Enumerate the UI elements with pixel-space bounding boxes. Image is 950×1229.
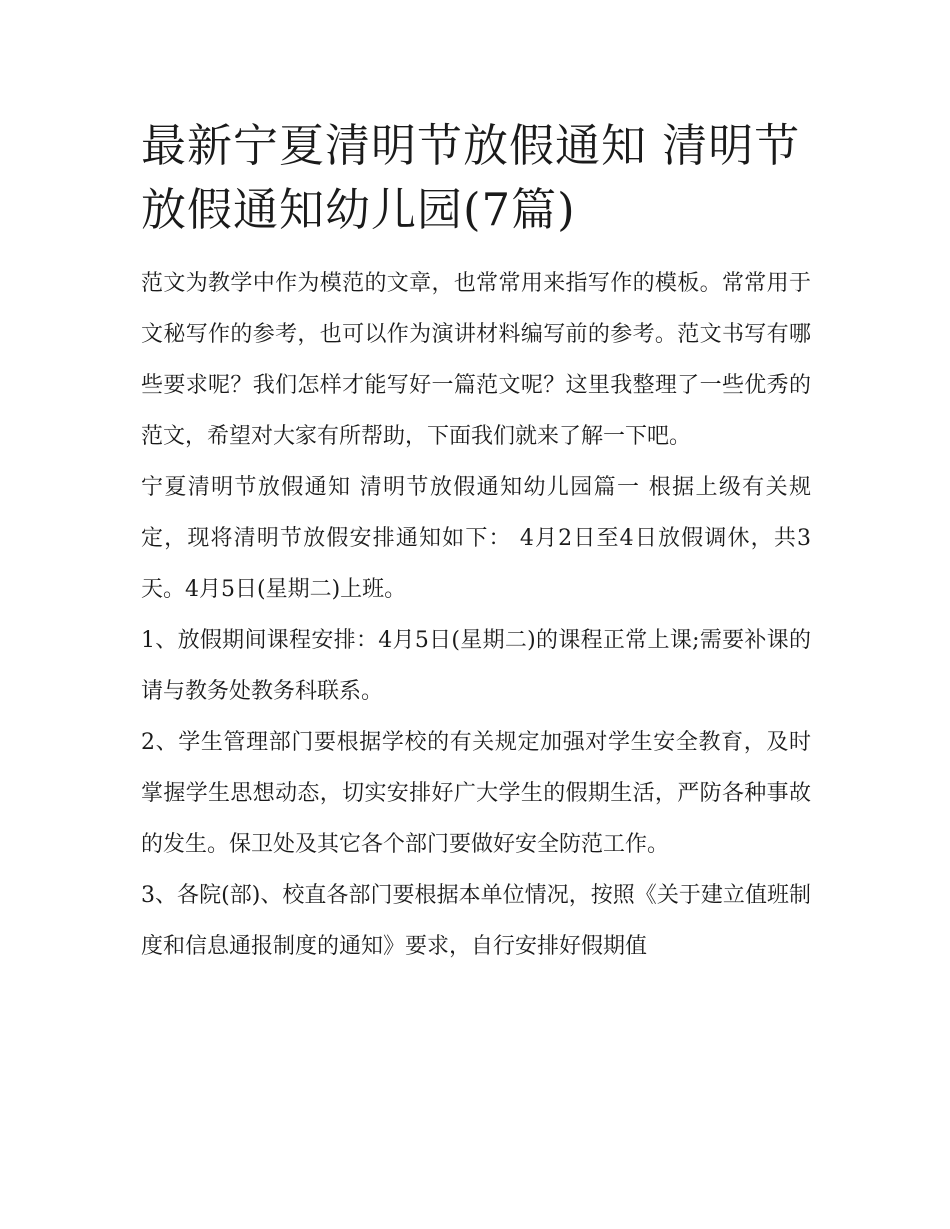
item-2-paragraph: 2、学生管理部门要根据学校的有关规定加强对学生安全教育，及时掌握学生思想动态，切实安排好广大学生的假期生活，严防各种事故的发生。保卫处及其它各个部门要做好安全防范工作。 xyxy=(141,730,811,857)
item-1-paragraph: 1、放假期间课程安排：4月5日(星期二)的课程正常上课;需要补课的请与教务处教务科联系。 xyxy=(141,628,811,704)
document-body xyxy=(141,114,811,972)
item-3-paragraph: 3、各院(部)、校直各部门要根据本单位情况，按照《关于建立值班制度和信息通报制度的通知》要求，自行安排好假期值 xyxy=(141,883,811,959)
intro-paragraph: 范文为教学中作为模范的文章，也常常用来指写作的模板。常常用于文秘写作的参考，也可以作为演讲材料编写前的参考。范文书写有哪些要求呢？我们怎样才能写好一篇范文呢？这里我整理了一些优秀的范文，希望对大家有所帮助，下面我们就来了解一下吧。 xyxy=(141,271,811,449)
document-title: 最新宁夏清明节放假通知 清明节放假通知幼儿园(7篇) xyxy=(141,119,801,236)
notice-paragraph: 宁夏清明节放假通知 清明节放假通知幼儿园篇一 根据上级有关规定，现将清明节放假安排通知如下： 4月2日至4日放假调休，共3天。4月5日(星期二)上班。 xyxy=(141,475,811,602)
